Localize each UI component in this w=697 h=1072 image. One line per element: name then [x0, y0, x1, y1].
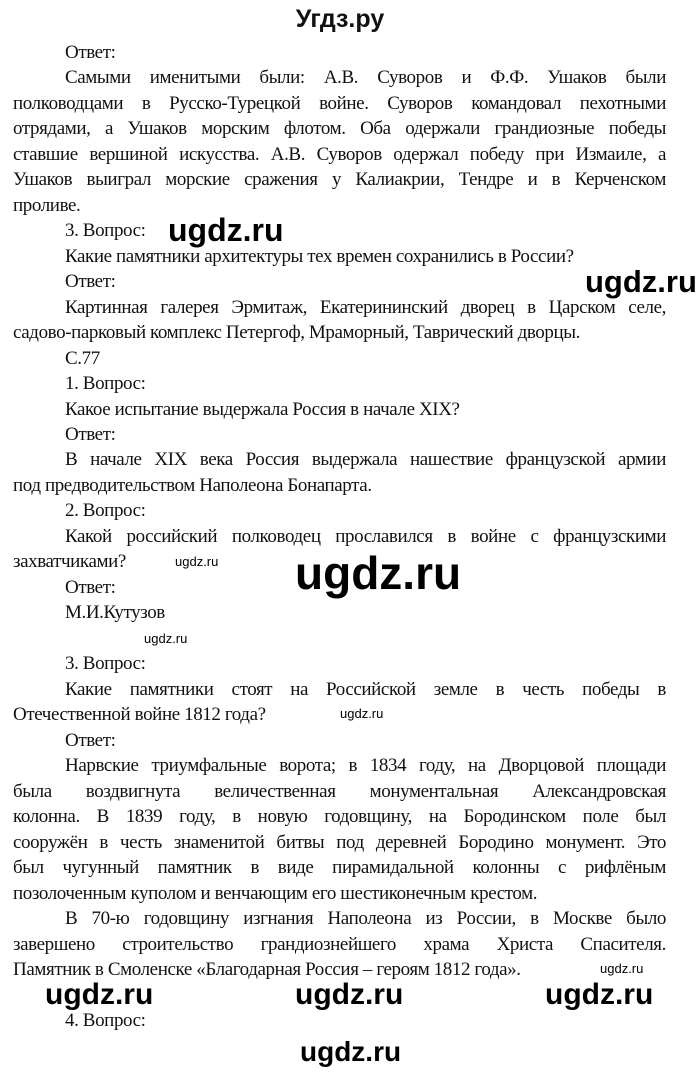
paragraph-line: полководцами в Русско-Турецкой войне. Суворов командовал пехотными: [13, 92, 666, 114]
answer-label: Ответ:: [65, 41, 116, 63]
watermark: ugdz.ru: [300, 1036, 402, 1067]
paragraph-line: Памятник в Смоленске «Благодарная Россия – героям 1812 года».: [13, 958, 521, 980]
paragraph-line: проливе.: [13, 194, 81, 216]
watermark: ugdz.ru: [295, 547, 462, 599]
paragraph-line: ставшие вершиной искусства. А.В. Суворов одержал победу при Измаиле, а: [13, 143, 666, 165]
question-text: Какие памятники стоят на Российской земле в честь победы в: [65, 678, 666, 700]
question-label: 1. Вопрос:: [65, 372, 146, 394]
paragraph-line: был чугунный памятник в виде пирамидальной колонны с рифлёным: [13, 856, 666, 878]
question-text: захватчиками?: [13, 550, 126, 572]
paragraph-line: позолоченным куполом и венчающим его шестиконечным крестом.: [13, 882, 538, 904]
answer-text: М.И.Кутузов: [65, 601, 165, 623]
question-label: 3. Вопрос:: [65, 652, 146, 674]
paragraph-line: Картинная галерея Эрмитаж, Екатерининский дворец в Царском селе,: [65, 296, 666, 318]
question-text: Какое испытание выдержала Россия в начале XIX?: [65, 398, 460, 420]
site-title: Угдз.ру: [295, 5, 385, 33]
paragraph-line: В начале XIX века Россия выдержала нашествие французской армии: [65, 448, 666, 470]
question-text: Какой российский полководец прославился в войне с французскими: [65, 525, 666, 547]
paragraph-line: Самыми именитыми были: А.В. Суворов и Ф.Ф. Ушаков были: [65, 66, 666, 88]
paragraph-line: Ушаков выиграл морские сражения у Калиакрии, Тендре и в Керченском: [13, 168, 666, 190]
paragraph-line: сооружён в честь знаменитой битвы под деревней Бородино монумент. Это: [13, 831, 666, 853]
paragraph-line: отрядами, а Ушаков морским флотом. Оба одержали грандиозные победы: [13, 117, 666, 139]
paragraph-line: была воздвигнута величественная монументальная Александровская: [13, 780, 666, 802]
watermark-small: ugdz.ru: [144, 631, 188, 646]
paragraph-line: завершено строительство грандиознейшего храма Христа Спасителя.: [13, 933, 666, 955]
answer-label: Ответ:: [65, 729, 116, 751]
watermark: ugdz.ru: [45, 978, 154, 1011]
question-text: Какие памятники архитектуры тех времен сохранились в России?: [65, 245, 574, 267]
watermark: ugdz.ru: [168, 212, 284, 248]
answer-label: Ответ:: [65, 270, 116, 292]
question-label: 4. Вопрос:: [65, 1009, 146, 1031]
page-reference: С.77: [65, 347, 100, 369]
paragraph-line: В 70-ю годовщину изгнания Наполеона из России, в Москве было: [65, 907, 666, 929]
watermark: ugdz.ru: [295, 978, 404, 1011]
answer-label: Ответ:: [65, 423, 116, 445]
watermark-small: ugdz.ru: [175, 554, 219, 569]
question-text: Отечественной войне 1812 года?: [13, 703, 266, 725]
watermark: ugdz.ru: [585, 264, 697, 299]
paragraph-line: под предводительством Наполеона Бонапарта.: [13, 474, 372, 496]
paragraph-line: садово-парковый комплекс Петергоф, Мраморный, Таврический дворцы.: [13, 321, 580, 343]
paragraph-line: Нарвские триумфальные ворота; в 1834 году, на Дворцовой площади: [65, 754, 666, 776]
question-label: 3. Вопрос:: [65, 219, 146, 241]
answer-label: Ответ:: [65, 576, 116, 598]
watermark-small: ugdz.ru: [600, 961, 644, 976]
watermark-small: ugdz.ru: [340, 706, 384, 721]
question-label: 2. Вопрос:: [65, 499, 146, 521]
paragraph-line: колонна. В 1839 году, в новую годовщину, на Бородинском поле был: [13, 805, 666, 827]
watermark: ugdz.ru: [545, 978, 654, 1011]
